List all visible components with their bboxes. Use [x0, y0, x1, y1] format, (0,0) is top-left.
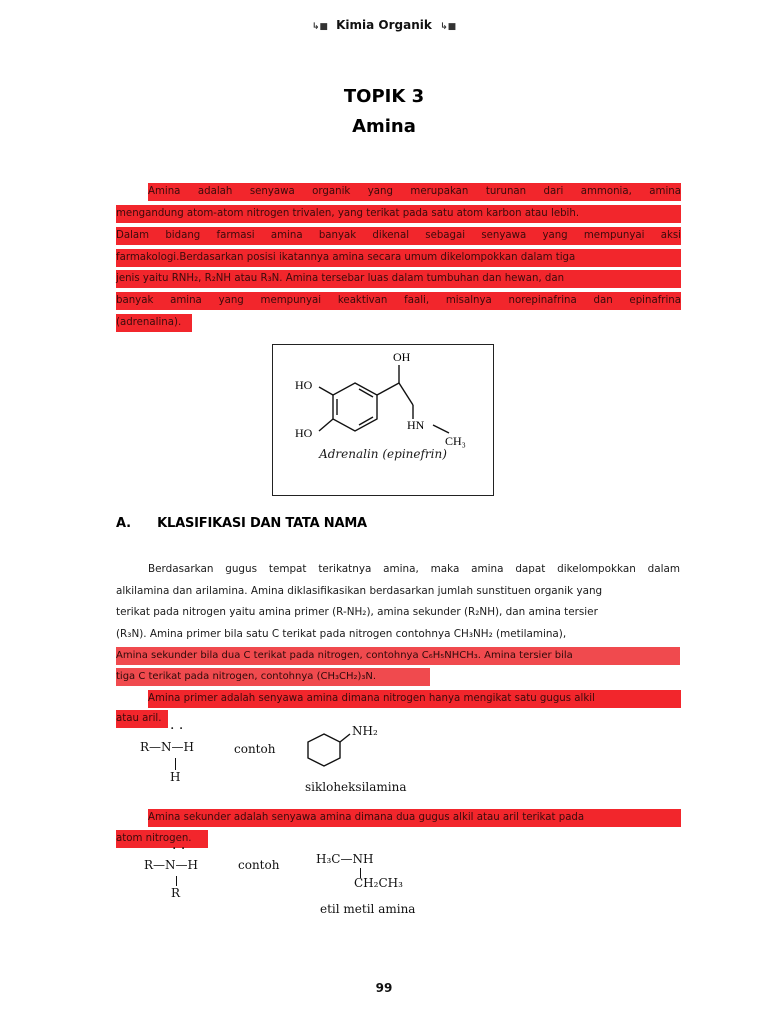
adrenalin-structure	[273, 345, 493, 495]
h3c-nh-label: H₃C—NH	[316, 852, 374, 866]
primary-example	[140, 721, 440, 798]
section-letter: A.	[116, 516, 131, 531]
header-ornament-left: ↳■	[311, 22, 328, 32]
intro-line-6: banyak amina yang mempunyai keaktivan faali, misalnya norepinafrina dan epinafrina	[116, 292, 681, 310]
sikloheksilamina-label: sikloheksilamina	[305, 780, 407, 794]
section-heading	[116, 516, 367, 531]
body-line-2: alkilamina dan arilamina. Amina diklasifikasikan berdasarkan jumlah sunstituen organik yang	[116, 585, 603, 597]
primary-h: H	[170, 770, 181, 784]
secondary-contoh: contoh	[238, 858, 280, 872]
body-line-4: (R₃N). Amina primer bila satu C terikat pada nitrogen contohnya CH₃NH₂ (metilamina),	[116, 628, 567, 640]
lone-pair-dots-2: · ·	[172, 841, 186, 857]
etil-metil-amina-label: etil metil amina	[320, 902, 416, 916]
ho-label-bottom: HO	[295, 426, 313, 440]
topic-title: Amina	[352, 116, 416, 137]
page-number: 99	[375, 981, 393, 995]
secondary-formula: R—N—H	[144, 858, 198, 872]
lone-pair-dots: · ·	[170, 721, 184, 737]
intro-line-2: mengandung atom-atom nitrogen trivalen, yang terikat pada satu atom karbon atau lebih.	[116, 205, 681, 223]
bond-line-2	[176, 876, 177, 886]
secondary-example	[144, 841, 444, 920]
adrenalin-figure	[272, 344, 494, 496]
running-header	[0, 18, 768, 32]
nh2-label: NH₂	[352, 724, 378, 738]
section-title: KLASIFIKASI DAN TATA NAMA	[157, 516, 367, 531]
oh-label: OH	[393, 350, 411, 364]
intro-line-5: jenis yaitu RNH₂, R₂NH atau R₃N. Amina tersebar luas dalam tumbuhan dan hewan, dan	[116, 270, 681, 288]
ch2ch3-label: CH₂CH₃	[354, 876, 403, 890]
body-line-3: terikat pada nitrogen yaitu amina primer (R-NH₂), amina sekunder (R₂NH), dan amina tersier	[116, 606, 598, 618]
header-title: Kimia Organik	[336, 18, 432, 32]
body-line-5: Amina sekunder bila dua C terikat pada nitrogen, contohnya C₆H₅NHCH₃. Amina tersier bila	[116, 647, 680, 665]
intro-line-4: farmakologi.Berdasarkan posisi ikatannya amina secara umum dikelompokkan dalam tiga	[116, 249, 681, 267]
hn-label: HN	[407, 418, 425, 432]
intro-line-7: (adrenalina).	[116, 314, 192, 332]
bond-line	[175, 758, 176, 770]
ho-label-top: HO	[295, 378, 313, 392]
primary-formula: R—N—H	[140, 740, 194, 754]
secondary-def-line-1: Amina sekunder adalah senyawa amina dimana dua gugus alkil atau aril terikat pada	[148, 809, 681, 827]
primary-def-line-2: atau aril.	[116, 710, 168, 728]
body-line-1: Berdasarkan gugus tempat terikatnya amina, maka amina dapat dikelompokkan dalam	[148, 563, 680, 575]
figure-caption: Adrenalin (epinefrin)	[319, 447, 447, 461]
ch3-label: CH₃	[445, 434, 466, 448]
intro-line-1: Amina adalah senyawa organik yang merupakan turunan dari ammonia, amina	[148, 183, 681, 201]
secondary-r: R	[171, 886, 181, 900]
topic-label: TOPIK 3	[343, 86, 425, 107]
secondary-def-line-2: atom nitrogen.	[116, 830, 208, 848]
intro-line-3: Dalam bidang farmasi amina banyak dikenal sebagai senyawa yang mempunyai aksi	[116, 227, 681, 245]
primary-contoh: contoh	[234, 742, 276, 756]
body-line-6: tiga C terikat pada nitrogen, contohnya (CH₃CH₂)₃N.	[116, 668, 430, 686]
primary-def-line-1: Amina primer adalah senyawa amina dimana nitrogen hanya mengikat satu gugus alkil	[148, 690, 681, 708]
header-ornament-right: ↳■	[440, 22, 457, 32]
